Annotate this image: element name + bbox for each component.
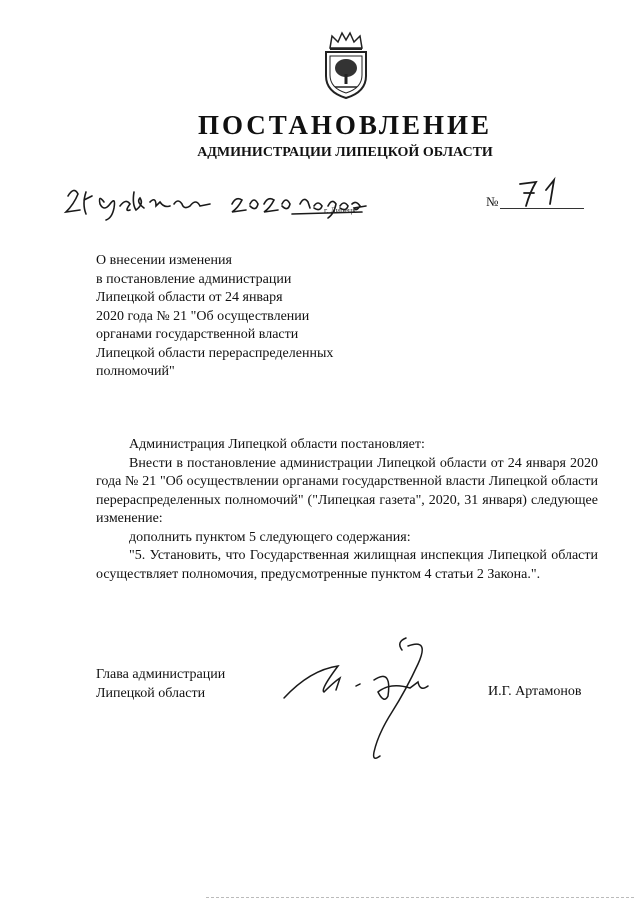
document-subtitle: АДМИНИСТРАЦИИ ЛИПЕЦКОЙ ОБЛАСТИ	[197, 145, 493, 160]
subject-line: в постановление администрации	[96, 271, 292, 287]
subject-line: О внесении изменения	[96, 253, 232, 268]
document-body	[96, 436, 598, 584]
city-label: г. Липецк	[324, 206, 357, 215]
subject-line: Липецкой области от 24 января	[96, 290, 283, 305]
scan-edge-line	[206, 897, 634, 898]
signatory-title-line: Глава администрации	[96, 667, 226, 682]
document-title: ПОСТАНОВЛЕНИЕ	[197, 110, 493, 140]
subject-line: 2020 года № 21 "Об осуществлении	[96, 308, 310, 324]
subject-block	[96, 252, 396, 382]
signatory-name: И.Г. Артамонов	[488, 684, 582, 699]
subject-line: Липецкой области перераспределенных	[96, 345, 334, 361]
document-number	[486, 182, 586, 212]
handwritten-date	[60, 182, 370, 222]
body-intro: Администрация Липецкой области постановляет:	[129, 437, 425, 452]
handwritten-number	[506, 176, 566, 208]
lipetsk-coat-of-arms-icon	[318, 30, 374, 100]
number-underline	[500, 208, 584, 209]
body-paragraph-1: Внести в постановление администрации Липецкой области от 24 января 2020 года № 21 "Об осуществлении органами государственной власти Липецкой области перераспределенных полномочий" ("Липецкая газета", 2020, 31 января) следующее изменение:	[96, 455, 598, 526]
subject-line: органами государственной власти	[96, 327, 299, 342]
body-paragraph-2: дополнить пунктом 5 следующего содержания:	[129, 529, 411, 545]
signatory-title-line: Липецкой области	[96, 685, 206, 701]
body-paragraph-3: "5. Установить, что Государственная жилищная инспекция Липецкой области осуществляет полномочия, предусмотренные пунктом 4 статьи 2 Закона.".	[96, 548, 598, 582]
number-sign: №	[486, 194, 499, 209]
subject-line: полномочий"	[96, 364, 175, 379]
handwritten-signature	[280, 630, 450, 770]
signatory-title	[96, 666, 225, 703]
